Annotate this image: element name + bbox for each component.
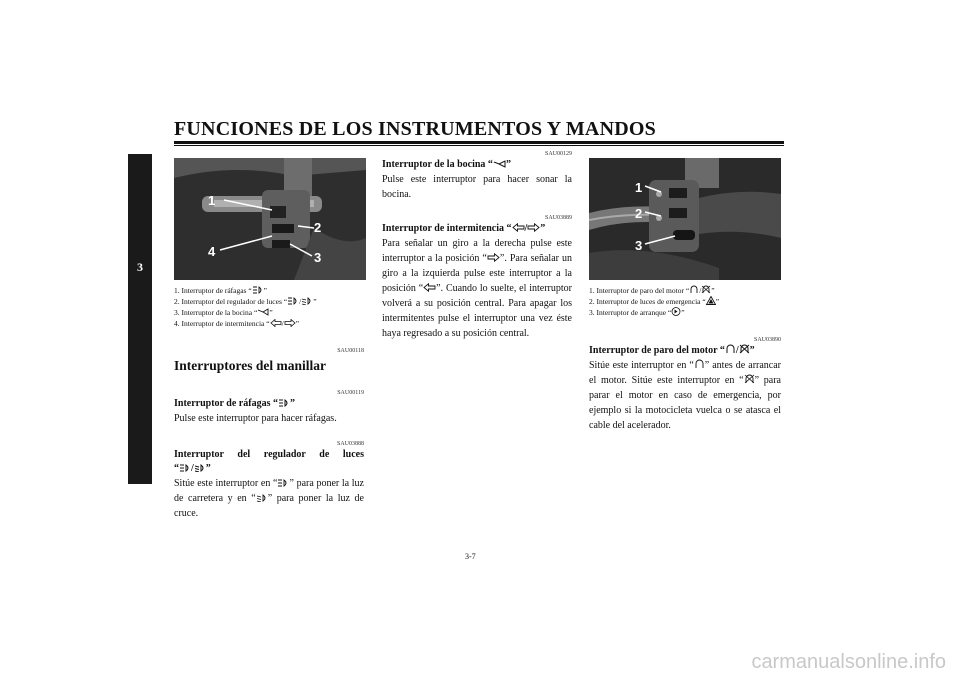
hazard-icon [706, 296, 716, 305]
paragraph-regulador: Sitúe este interruptor en “ ” para poner la luz de carretera y en “ ” para poner la luz de cruce. [174, 478, 364, 519]
engine-run-icon [694, 359, 705, 369]
low-beam-icon [301, 297, 313, 305]
callout-2: 2 [635, 206, 643, 221]
caption-3: 3. Interruptor de arranque “ ” [589, 308, 685, 317]
right-handlebar-illustration [589, 158, 781, 280]
right-figure-captions [589, 285, 781, 318]
engine-run-icon [689, 285, 699, 294]
left-figure-captions [174, 285, 364, 329]
chapter-tab [128, 154, 152, 484]
ref-code: SAU00118 [337, 348, 364, 354]
watermark: carmanualsonline.info [751, 651, 946, 673]
left-handlebar-photo [174, 158, 366, 280]
ref-code: SAU03889 [544, 215, 572, 221]
header-rule [174, 141, 784, 144]
engine-stop-icon [744, 374, 755, 384]
caption-4: 4. Interruptor de intermitencia “ / ” [174, 319, 300, 328]
turn-right-icon [284, 319, 296, 327]
high-beam-icon [179, 464, 191, 472]
heading-regulador: Interruptor del regulador de luces [174, 449, 364, 460]
engine-stop-icon [739, 344, 750, 354]
horn-icon [257, 308, 269, 316]
turn-right-icon [487, 253, 500, 262]
paragraph-intermitencia: Para señalar un giro a la derecha pulse este interruptor a la posición “ ”. Para señalar un giro a la izquierda pulse este interruptor a la posición “ ”. Cuando lo suelte, el interruptor volverá a su posición central. Para apagar los intermitentes pulse el interruptor una vez éste haya regresado a su posición central. [382, 238, 572, 339]
caption-2: 2. Interruptor de luces de emergencia “ ” [589, 297, 720, 306]
caption-1: 1. Interruptor de paro del motor “ / ” [589, 286, 715, 295]
turn-left-icon [512, 223, 525, 232]
paragraph-bocina: Pulse este interruptor para hacer sonar la bocina. [382, 174, 572, 200]
callout-3: 3 [635, 238, 643, 253]
heading-paro: Interruptor de paro del motor “ / ” [589, 345, 755, 356]
column-2 [382, 150, 572, 341]
header-rule-thin [174, 145, 784, 146]
engine-run-icon [725, 344, 736, 354]
high-beam-icon [287, 297, 299, 305]
heading-regulador-symbols: “ / ” [174, 463, 211, 474]
paragraph-rafagas: Pulse este interruptor para hacer ráfagas. [174, 413, 337, 424]
caption-3: 3. Interruptor de la bocina “ ” [174, 308, 273, 317]
ref-code: SAU03890 [753, 337, 781, 343]
starter-icon [671, 307, 681, 316]
callout-3: 3 [314, 250, 322, 265]
paragraph-paro: Sitúe este interruptor en “ ” antes de arrancar el motor. Sitúe este interruptor en “ ” para parar el motor en caso de emergencia, por ejemplo si la motocicleta vuelca o se atasca el cable del acelerador. [589, 360, 782, 431]
horn-icon [493, 160, 506, 168]
callout-1: 1 [635, 180, 643, 195]
caption-1: 1. Interruptor de ráfagas “ ” [174, 286, 268, 295]
headlight-flash-icon [252, 286, 264, 294]
turn-left-icon [270, 319, 282, 327]
heading-bocina: Interruptor de la bocina “ ” [382, 159, 511, 170]
turn-left-icon [423, 283, 436, 292]
right-handlebar-photo [589, 158, 781, 280]
chapter-number: 3 [137, 260, 143, 274]
caption-2: 2. Interruptor del regulador de luces “ / ” [174, 297, 317, 306]
heading-rafagas: Interruptor de ráfagas “ ” [174, 398, 295, 409]
section-heading: Interruptores del manillar [174, 358, 326, 373]
engine-stop-icon [701, 285, 711, 294]
left-handlebar-illustration [174, 158, 366, 280]
low-beam-icon [194, 464, 206, 472]
low-beam-icon [256, 494, 268, 502]
callout-2: 2 [314, 220, 322, 235]
ref-code: SAU00119 [337, 390, 364, 396]
callout-1: 1 [208, 193, 216, 208]
column-1 [174, 285, 364, 521]
callout-4: 4 [208, 244, 216, 259]
page-number: 3-7 [465, 552, 476, 561]
headlight-flash-icon [278, 399, 290, 407]
heading-intermitencia: Interruptor de intermitencia “ / ” [382, 223, 546, 234]
ref-code: SAU00129 [544, 151, 572, 157]
column-3 [589, 285, 781, 433]
high-beam-icon [277, 479, 289, 487]
page-title: FUNCIONES DE LOS INSTRUMENTOS Y MANDOS [174, 118, 656, 140]
turn-right-icon [527, 223, 540, 232]
ref-code: SAU03888 [336, 441, 364, 447]
